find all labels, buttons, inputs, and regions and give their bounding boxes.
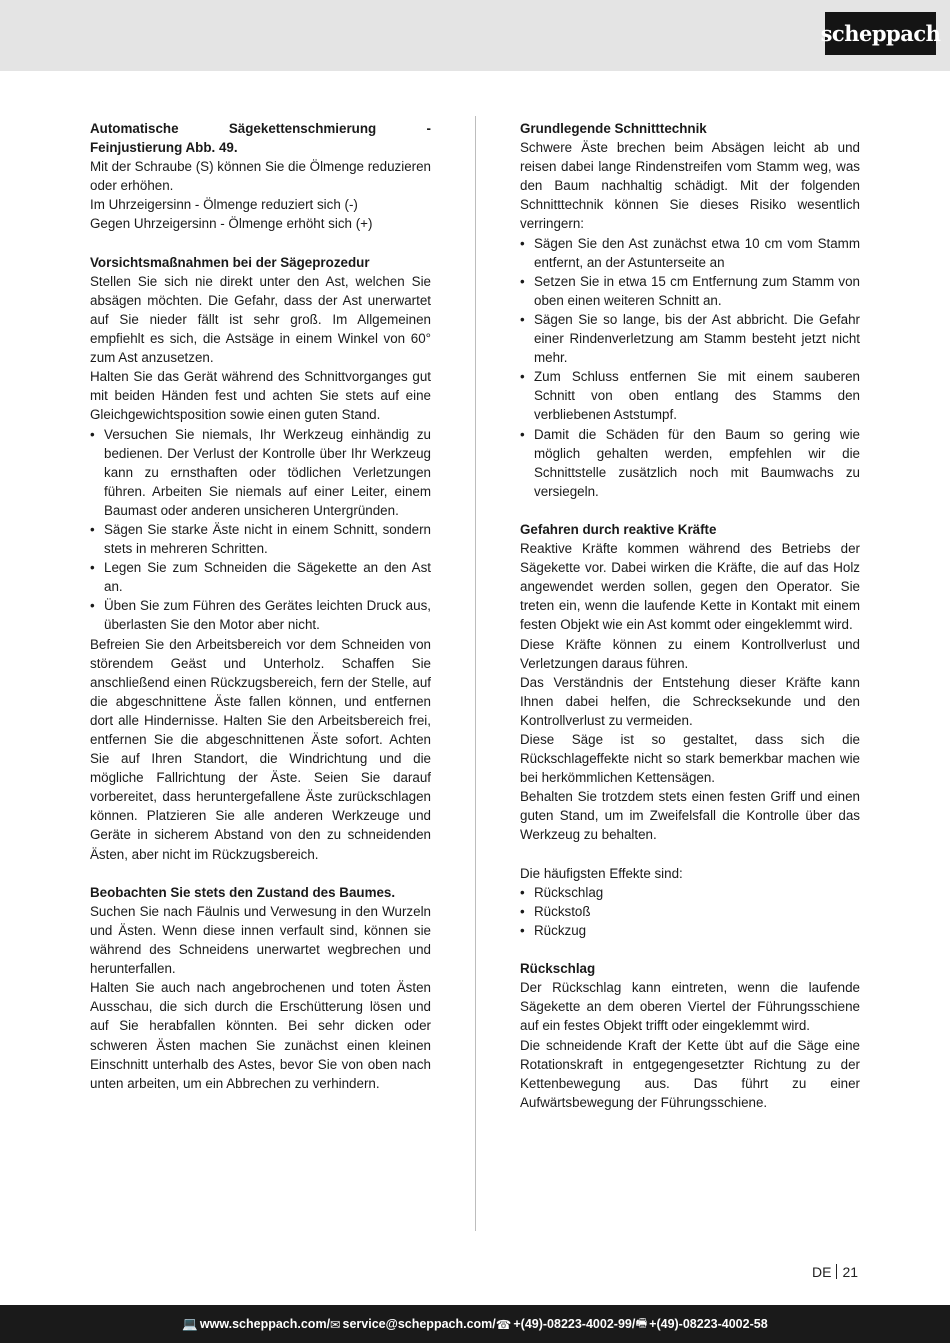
page-number-separator <box>836 1264 837 1279</box>
email-icon: ✉ <box>330 1317 341 1332</box>
paragraph: Suchen Sie nach Fäulnis und Verwesung in den Wurzeln und Ästen. Wenn diese innen verfault sind, können sie während des Schneidens unerwartet wegbrechen und herunterfallen. <box>90 903 431 977</box>
list-item: • Sägen Sie so lange, bis der Ast abbricht. Die Gefahr einer Rindenverletzung am Stamm besteht jetzt nicht mehr. <box>520 310 860 367</box>
paragraph: Die häufigsten Effekte sind: <box>520 865 683 881</box>
list-item: • Sägen Sie den Ast zunächst etwa 10 cm vom Stamm entfernt, an der Astunterseite an <box>520 234 860 272</box>
paragraph: Stellen Sie sich nie direkt unter den Ast, welchen Sie absägen möchten. Die Gefahr, dass der Ast unerwartet auf Sie nieder fällt ist sehr groß. Im Allgemeinen empfiehlt es sich, die Astsäge in einem Winkel von 60° zum Ast anzusetzen. <box>90 273 431 366</box>
footer-separator: / <box>631 1317 636 1331</box>
paragraph: Halten Sie das Gerät während des Schnittvorganges gut mit beiden Händen fest und achten Sie stets auf eine Gleichgewichtsposition sowie einen guten Stand. <box>90 369 431 423</box>
footer-website[interactable]: www.scheppach.com <box>199 1317 327 1331</box>
column-divider <box>475 116 476 1231</box>
footer-contact-bar <box>0 1305 950 1343</box>
section-heading-oil-adjustment: Automatische Sägekettenschmierung - Feinjustierung Abb. 49. <box>90 121 431 156</box>
list-item: • Setzen Sie in etwa 15 cm Entfernung zum Stamm von oben einen weiteren Schnitt an. <box>520 272 860 310</box>
left-column <box>90 119 431 1093</box>
section-heading-precautions: Vorsichtsmaßnahmen bei der Sägeprozedur <box>90 254 370 270</box>
scheppach-logo: scheppach <box>825 12 936 55</box>
section-heading-tree-condition: Beobachten Sie stets den Zustand des Baumes. <box>90 884 396 900</box>
page-number-value: 21 <box>842 1264 859 1280</box>
paragraph: Behalten Sie trotzdem stets einen festen Griff und einen guten Stand, um im Zweifelsfall die Kontrolle über das Werkzeug zu behalten. <box>520 789 860 843</box>
paragraph: Die schneidende Kraft der Kette übt auf die Säge eine Rotationskraft in entgegengesetzter Richtung zu der Kettenbewegung aus. Das führt zu einer Aufwärtsbewegung der Führungsschiene. <box>520 1037 860 1110</box>
paragraph: Schwere Äste brechen beim Absägen leicht ab und reisen dabei lange Rindenstreifen vom Stamm weg, was den Baum nachhaltig schädigt. Mit der folgenden Schnitttechnik können Sie dieses Risiko wesentlich verringern: <box>520 140 860 232</box>
header-band <box>0 0 950 71</box>
list-item: • Rückzug <box>520 921 860 940</box>
paragraph: Diese Kräfte können zu einem Kontrollverlust und Verletzungen daraus führen. <box>520 636 860 671</box>
list-item: • Legen Sie zum Schneiden die Sägekette an den Ast an. <box>90 558 431 596</box>
page-number <box>812 1264 858 1280</box>
footer-fax: +(49)-08223-4002-58 <box>649 1317 768 1331</box>
page-language: DE <box>812 1264 832 1280</box>
paragraph: Im Uhrzeigersinn - Ölmenge reduziert sich (-) <box>90 197 358 213</box>
list-item: • Rückschlag <box>520 883 860 902</box>
list-item: • Damit die Schäden für den Baum so gering wie möglich gehalten werden, empfehlen wir die Schnittstelle zusätzlich noch mit Baumwachs zu versiegeln. <box>520 425 860 501</box>
right-column <box>520 119 860 1112</box>
bullet-list <box>520 234 860 501</box>
paragraph: Gegen Uhrzeigersinn - Ölmenge erhöht sich (+) <box>90 216 373 232</box>
phone-icon: ☎ <box>495 1317 512 1332</box>
footer-phone: +(49)-08223-4002-99 <box>513 1317 632 1331</box>
list-item: • Sägen Sie starke Äste nicht in einem Schnitt, sondern stets in mehreren Schritten. <box>90 520 431 558</box>
section-heading-cutting-technique: Grundlegende Schnitttechnik <box>520 121 707 136</box>
computer-icon: 💻 <box>182 1316 198 1331</box>
list-item: • Üben Sie zum Führen des Gerätes leichten Druck aus, überlasten Sie den Motor aber nicht. <box>90 596 431 634</box>
bullet-list <box>520 883 860 940</box>
list-item: • Versuchen Sie niemals, Ihr Werkzeug einhändig zu bedienen. Der Verlust der Kontrolle über Ihr Werkzeug kann zu ernsthaften oder tödlichen Verletzungen führen. Arbeiten Sie niemals auf einer Leiter, einem Baumast oder anderen unsicheren Untergründen. <box>90 425 431 520</box>
section-heading-kickback: Rückschlag <box>520 961 596 977</box>
footer-separator: / <box>492 1317 496 1331</box>
section-heading-reactive-forces: Gefahren durch reaktive Kräfte <box>520 521 717 537</box>
paragraph: Befreien Sie den Arbeitsbereich vor dem Schneiden von störendem Geäst und Unterholz. Schaffen Sie anschließend einen Rückzugsbereich, fern der Stelle, auf die abgeschnittene Äste fallen können, und entfernen dort alle Hindernisse. Halten Sie den Arbeitsbereich frei, entfernen Sie die abgeschnittenen Äste sofort. Achten Sie auf Ihren Standort, die Windrichtung und die mögliche Fallrichtung der Äste. Seien Sie darauf vorbereitet, dass heruntergefallene Äste zurückschlagen können. Platzieren Sie alle anderen Werkzeuge und Geräte in sicherem Abstand von den zu schneidenden Ästen, aber nicht im Rückzugsbereich. <box>90 636 431 862</box>
paragraph: Halten Sie auch nach angebrochenen und toten Ästen Ausschau, die sich durch die Erschütterung lösen und auf Sie herabfallen könnten. Bei sehr dicken oder schweren Ästen machen Sie zunächst einen kleinen Einschnitt unterhalb des Astes, bevor Sie von oben nach unten arbeiten, um ein Abbrechen zu verhindern. <box>90 980 431 1091</box>
list-item: • Zum Schluss entfernen Sie mit einem sauberen Schnitt von oben entlang des Stamms den verbliebenen Aststumpf. <box>520 367 860 424</box>
paragraph: Das Verständnis der Entstehung dieser Kräfte kann Ihnen dabei helfen, die Schrecksekunde und den Kontrollverlust zu vermeiden. <box>520 674 860 728</box>
paragraph: Mit der Schraube (S) können Sie die Ölmenge reduzieren oder erhöhen. <box>90 159 431 194</box>
paragraph: Der Rückschlag kann eintreten, wenn die laufende Sägekette an dem oberen Viertel der Führungsschiene auf ein festes Objekt trifft oder eingeklemmt wird. <box>520 980 860 1034</box>
paragraph: Diese Säge ist so gestaltet, dass sich die Rückschlageffekte nicht so stark bemerkbar machen wie bei herkömmlichen Kettensägen. <box>520 732 860 786</box>
paragraph: Reaktive Kräfte kommen während des Betriebs der Sägekette vor. Dabei wirken die Kräfte, die auf das Holz angewendet werden sollen, gegen den Operator. Sie treten ein, wenn die laufende Kette in Kontakt mit einem festen Objekt wie ein Ast kommt oder eingeklemmt wird. <box>520 541 860 633</box>
bullet-list <box>90 425 431 635</box>
fax-icon: 🖷 <box>635 1315 648 1330</box>
list-item: • Rückstoß <box>520 902 860 921</box>
footer-separator: / <box>326 1317 331 1331</box>
footer-email[interactable]: service@scheppach.com <box>342 1317 493 1331</box>
